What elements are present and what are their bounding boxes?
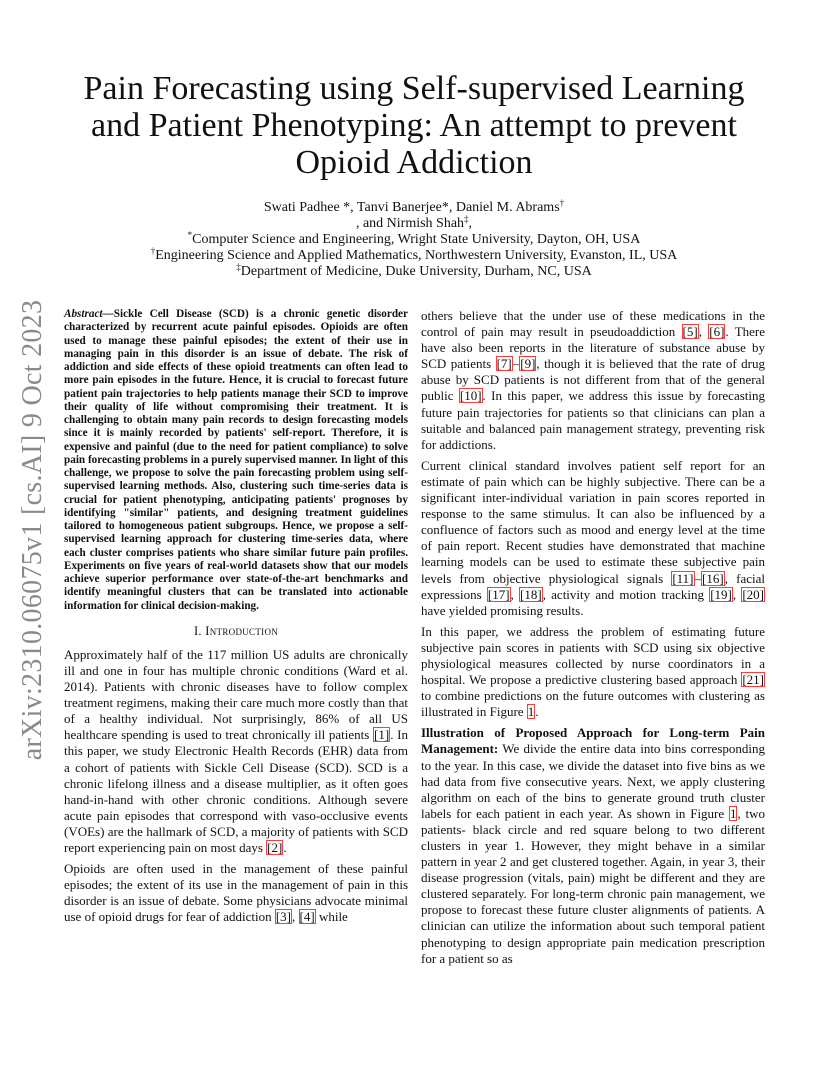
paragraph-text: to combine predictions on the future outcomes with clustering as illustrated in Figure — [421, 688, 765, 720]
paragraph-text: others believe that the under use of these medications in the control of pain may result in pseudoaddiction — [421, 308, 765, 340]
right-column — [421, 308, 765, 972]
affiliation: *Computer Science and Engineering, Wright State University, Dayton, OH, USA — [187, 230, 641, 247]
paragraph-text: – — [512, 356, 520, 372]
citation-link[interactable]: [7] — [496, 356, 512, 372]
paragraph-text: , activity and motion tracking — [542, 586, 710, 602]
left-column — [64, 308, 408, 930]
paragraph-text: , facial expressions — [421, 570, 765, 602]
citation-link[interactable]: [6] — [709, 324, 725, 340]
paragraph-text: – — [694, 570, 702, 586]
paragraph-text: Current clinical standard involves patient self report for an estimate of pain which can be highly subjective. There can be a significant inter-individual variation in pain scores reported in response to the same stimulus. It can also be influenced by a confluence of factors such as mood and energy level at the time of pain report. Recent studies have demonstrated that machine learning models can be used to estimate these subjective pain levels from objective physiological signals — [421, 457, 765, 586]
paragraph — [64, 647, 408, 856]
paragraph-text: We divide the entire data into bins corresponding to the year. In this case, we divide the dataset into five bins as we had data from five consecutive years. Next, we apply clustering algorithm on each of the bins to generate ground truth cluster labels for each patient in each year. As shown in Figure — [421, 741, 765, 821]
paragraph-text: , — [292, 909, 299, 925]
paragraph-text: . — [283, 839, 287, 855]
abstract-label: Abstract — [64, 308, 103, 320]
citation-link[interactable]: 1 — [729, 805, 737, 821]
citation-link[interactable]: [17] — [487, 586, 510, 602]
citation-link[interactable]: [3] — [275, 909, 292, 925]
abstract — [64, 308, 408, 613]
citation-link[interactable]: [11] — [672, 570, 694, 586]
paragraph-text: , — [510, 586, 520, 602]
run-in-heading: Illustration of Proposed Approach for Long-term Pain Management: — [421, 725, 765, 757]
paragraph-text: . In this paper, we study Electronic Health Records (EHR) data from a cohort of patients with Sickle Cell Disease (SCD). SCD is a chronic lifelong illness and a disease multiplier, as it often goes hand-in-hand with other chronic conditions. Although severe acute pain episodes that correspond with vaso-occlusive events (VOEs) are the hallmark of SCD, a majority of patients with SCD report experiencing pain on most days — [64, 727, 408, 855]
citation-link[interactable]: [18] — [520, 586, 542, 602]
paragraph-text: . In this paper, we address this issue by forecasting future pain trajectories for patients so that clinicians can plan a suitable and balanced pain management strategy, preventing risk for addictions. — [421, 388, 766, 452]
citation-link[interactable]: [9] — [520, 356, 536, 372]
paragraph — [64, 861, 408, 925]
paragraph-text: have yielded promising results. — [421, 602, 584, 618]
citation-link[interactable]: [4] — [299, 909, 315, 925]
affiliation: †Engineering Science and Applied Mathematics, Northwestern University, Evanston, IL, USA — [150, 246, 678, 263]
citation-link[interactable]: [21] — [742, 672, 764, 688]
citation-link[interactable]: 1 — [527, 704, 535, 720]
author-line-2: , and Nirmish Shah‡, — [355, 214, 473, 231]
arxiv-stamp — [16, 299, 50, 761]
section-heading-introduction: I. Introduction — [193, 623, 279, 638]
paragraph-text: , — [698, 324, 709, 340]
citation-link[interactable]: [1] — [374, 727, 390, 743]
paragraph-text: while — [315, 909, 348, 925]
affiliation: ‡Department of Medicine, Duke University, Durham, NC, USA — [236, 262, 592, 279]
arxiv-stamp-text: arXiv:2310.06075v1 [cs.AI] 9 Oct 2023 — [17, 299, 48, 761]
citation-link[interactable]: [16] — [702, 570, 724, 586]
paragraph-text: , — [732, 586, 742, 602]
paragraph-text: Approximately half of the 117 million US adults are chronically ill and one in four has multiple chronic conditions (Ward et al. 2014). Patients with chronic diseases have to follow complex treatment regimens, making their care much more costly than that of a healthy individual. Not surprisingly, 86% of all US healthcare spending is used to treat chronically ill patients — [64, 646, 408, 743]
paragraph — [421, 725, 765, 966]
paragraph-text: . — [535, 704, 539, 720]
paragraph-text: . There have also been reports in the literature of substance abuse by SCD patients — [421, 324, 766, 372]
paragraph — [421, 458, 765, 619]
author-line-1: Swati Padhee *, Tanvi Banerjee*, Daniel M. Abrams† — [263, 198, 565, 215]
citation-link[interactable]: [5] — [682, 324, 698, 340]
abstract-text: —Sickle Cell Disease (SCD) is a chronic genetic disorder characterized by recurrent acute painful episodes. Opioids are often used to manage these painful episodes; the extent of their use in managing pain in this disorder is an issue of debate. The risk of addiction and side effects of these opioid treatments can often lead to more pain episodes in the future. Hence, it is crucial to forecast future patient pain trajectories to help patients manage their SCD to improve their quality of life without compromising their treatment. It is challenging to obtain many pain records to design forecasting models since it is mainly recorded by patients' self-report. Therefore, it is expensive and painful (due to the need for patient compliance) to solve pain forecasting problems in a purely supervised manner. In light of this challenge, we propose to solve the pain forecasting problem using self-supervised learning methods. Also, clustering such time-series data is crucial for patient phenotyping, anticipating patients' prognoses by identifying "similar" patients, and designing treatment guidelines tailored to homogeneous patient subgroups. Hence, we propose a self-supervised learning approach for clustering time-series data, where each cluster comprises patients who share similar future pain profiles. Experiments on five years of real-world datasets show that our models achieve superior performance over state-of-the-art benchmarks and identify meaningful clusters that can be translated into actionable information for clinical decision-making. — [64, 308, 408, 612]
right-paragraphs — [421, 308, 765, 967]
citation-link[interactable]: [19] — [710, 586, 732, 602]
citation-link[interactable]: [20] — [742, 586, 764, 602]
author-block — [60, 200, 768, 280]
citation-link[interactable]: [10] — [459, 388, 482, 404]
paragraph — [421, 624, 765, 721]
paragraph-text: In this paper, we address the problem of estimating future subjective pain scores in patients with SCD using six objective physiological measures collected by nurse coordinators in a hospital. We propose a predictive clustering based approach — [421, 623, 765, 688]
paragraph-text: , though it is believed that the rate of drug abuse by SCD patients is not different from that of the general public — [421, 356, 765, 404]
left-paragraphs — [64, 647, 408, 926]
paragraph-text: Opioids are often used in the management of these painful episodes; the extent of its use in the management of pain in this disorder is an issue of debate. Some physicians advocate minimal use of opioid drugs for fear of addiction — [64, 861, 408, 925]
citation-link[interactable]: [2] — [267, 839, 283, 855]
paragraph — [421, 308, 765, 453]
paragraph-text: , two patients- black circle and red square belong to two different clusters in year 1. However, they might behave in a similar pattern in year 2 and get clustered together. Again, in year 3, their disease progression (vitals, pain) might be different and they are clustered separately. For long-term chronic pain management, we propose to forecast these future cluster alignments of patients. A clinician can utilize the information about such temporal patient phenotyping to design appropriate pain medication prescription for a patient so as — [421, 805, 765, 966]
paper-title: Pain Forecasting using Self-supervised Learning and Patient Phenotyping: An attempt to prevent Opioid Addiction — [83, 70, 745, 181]
